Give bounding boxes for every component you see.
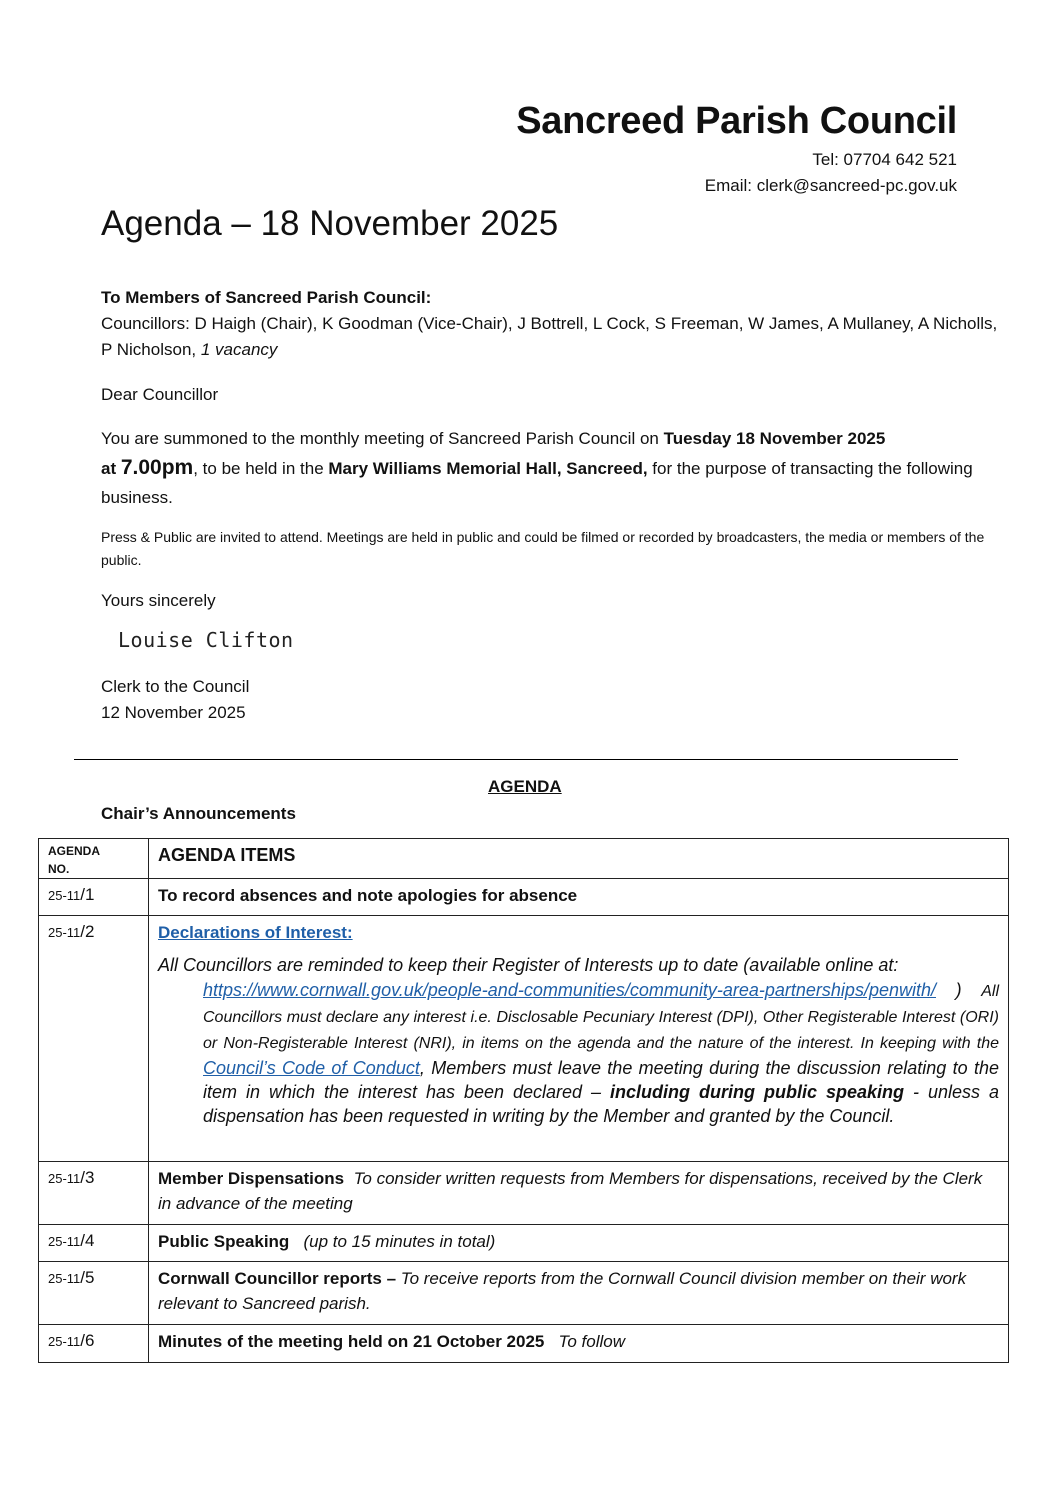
after-url: ): [936, 980, 982, 1000]
declarations-link[interactable]: Declarations of Interest:: [158, 923, 353, 942]
header-agenda-no-label: AGENDA NO.: [48, 844, 100, 876]
summons-date: Tuesday 18 November 2025: [663, 429, 886, 448]
members-names: Councillors: D Haigh (Chair), K Goodman (Vice-Chair), J Bottrell, L Cock, S Freeman, W James, A Mullaney, A Nicholls, P Nicholson,: [101, 314, 998, 359]
table-row: [39, 1162, 1009, 1225]
table-row: [39, 916, 1009, 1162]
table-row: [39, 879, 1009, 916]
item-num: /3: [80, 1168, 95, 1187]
item-num: /4: [80, 1231, 95, 1250]
signature: Louise Clifton: [118, 628, 294, 652]
declarations-body: [158, 978, 999, 1128]
members-list: [101, 311, 1001, 363]
summons-at: at: [101, 459, 121, 478]
item-title: Cornwall Councillor reports –: [158, 1269, 401, 1288]
item-number: [39, 916, 149, 1162]
members-heading: To Members of Sancreed Parish Council:: [101, 288, 432, 307]
summons-venue: Mary Williams Memorial Hall, Sancreed,: [328, 459, 648, 478]
item-title: Minutes of the meeting held on 21 October 2025: [158, 1332, 545, 1351]
declarations-body-3: - unless a dispensation has been requested in writing by the Member and granted by the Council.: [203, 1082, 999, 1126]
item-note: To consider written requests from Members for dispensations, received by the Clerk in advance of the meeting: [158, 1169, 983, 1213]
item-num: /1: [80, 885, 95, 904]
item-cell: [149, 916, 1009, 1162]
council-phone: Tel: 07704 642 521: [812, 150, 957, 169]
clerk-block: [101, 674, 1001, 726]
declarations-intro: All Councillors are reminded to keep their Register of Interests up to date (available online at:: [158, 955, 899, 975]
header-agenda-items: [149, 839, 1009, 879]
item-prefix: 25-11: [48, 1271, 81, 1286]
item-cell: [149, 1225, 1009, 1262]
table-row: [39, 1325, 1009, 1363]
code-of-conduct-link[interactable]: Council’s Code of Conduct: [203, 1058, 420, 1078]
item-prefix: 25-11: [48, 1234, 81, 1249]
table-row: [39, 1225, 1009, 1262]
item-cell: [149, 1325, 1009, 1363]
item-number: [39, 879, 149, 916]
item-number: [39, 1262, 149, 1325]
divider: [74, 759, 958, 760]
table-header-row: [39, 839, 1009, 879]
item-cell: [149, 879, 1009, 916]
declarations-body-2: , Members must leave the meeting during the discussion relating to the item in which the interest has been declared –: [203, 1058, 999, 1102]
members-vacancy: 1 vacancy: [200, 340, 278, 359]
item-cell: [149, 1162, 1009, 1225]
item-prefix: 25-11: [48, 1171, 81, 1186]
item-cell: [149, 1262, 1009, 1325]
council-name: Sancreed Parish Council: [516, 100, 957, 142]
item-prefix: 25-11: [48, 1334, 81, 1349]
declarations-body-1: All Councillors must declare any interest i.e. Disclosable Pecuniary Interest (DPI), Other Registerable Interest (ORI) or Non-Registerable Interest (NRI), in items on the agenda and the nature of the interest. In keeping with the: [203, 983, 999, 1052]
chair-announcements: Chair’s Announcements: [101, 804, 296, 823]
item-num: /5: [80, 1268, 95, 1287]
item-prefix: 25-11: [48, 888, 81, 903]
summons-text-2: , to be held in the: [193, 459, 329, 478]
item-prefix: 25-11: [48, 925, 81, 940]
item-title: Public Speaking: [158, 1232, 290, 1251]
item-note: To receive reports from the Cornwall Council division member on their work relevant to Sancreed parish.: [158, 1269, 967, 1313]
clerk-title: Clerk to the Council: [101, 677, 250, 696]
agenda-title: Agenda – 18 November 2025: [101, 204, 559, 243]
press-note: Press & Public are invited to attend. Meetings are held in public and could be filmed or recorded by broadcasters, the media or members of the public.: [101, 529, 985, 568]
item-title: To record absences and note apologies for absence: [158, 886, 578, 905]
item-num: /6: [80, 1331, 95, 1350]
closing: Yours sincerely: [101, 591, 216, 610]
item-number: [39, 1225, 149, 1262]
summons-text-3: for the purpose of transacting the following business.: [101, 459, 973, 507]
item-title: Member Dispensations: [158, 1169, 345, 1188]
members-block: [101, 285, 1001, 363]
item-note: (up to 15 minutes in total): [303, 1232, 496, 1251]
table-row: [39, 1262, 1009, 1325]
summons-paragraph: [101, 424, 1001, 512]
summons-text-1: You are summoned to the monthly meeting of Sancreed Parish Council on: [101, 429, 664, 448]
cornwall-url-link[interactable]: https://www.cornwall.gov.uk/people-and-communities/community-area-partnerships/penwith/: [203, 980, 936, 1000]
letter-date: 12 November 2025: [101, 703, 246, 722]
item-note: To follow: [558, 1332, 625, 1351]
header-agenda-no: [39, 839, 149, 879]
item-num: /2: [80, 922, 95, 941]
summons-time: 7.00pm: [120, 456, 194, 479]
item-number: [39, 1325, 149, 1363]
salutation: Dear Councillor: [101, 385, 219, 404]
agenda-heading: AGENDA: [488, 777, 562, 796]
council-email: Email: clerk@sancreed-pc.gov.uk: [704, 176, 957, 195]
header-agenda-items-label: AGENDA ITEMS: [158, 845, 296, 865]
declarations-bold: including during public speaking: [610, 1082, 904, 1102]
item-number: [39, 1162, 149, 1225]
agenda-table: [38, 838, 1009, 1363]
